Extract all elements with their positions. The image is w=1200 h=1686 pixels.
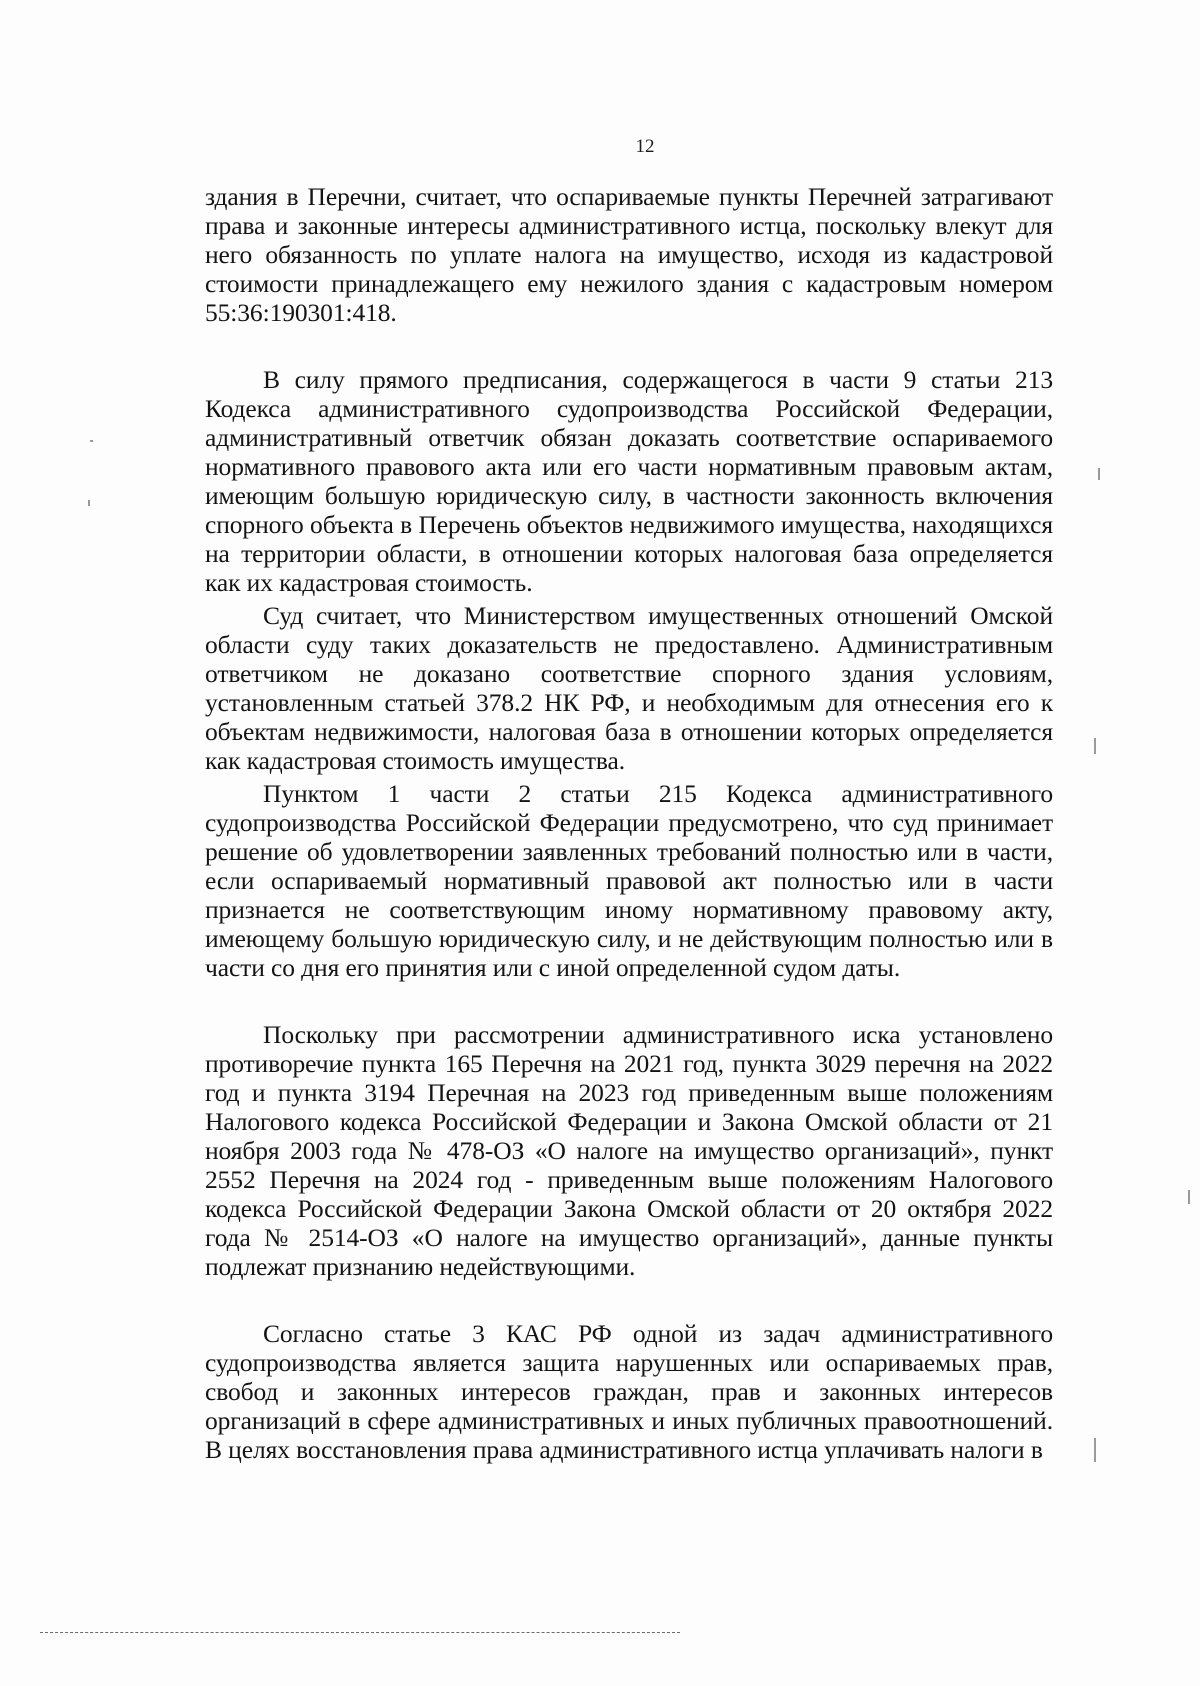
paragraph-3: Суд считает, что Министерством имущественных отношений Омской области суду таких доказательств не предоставлено. Административным ответчиком не доказано соответствие спорного здания условиям, установленным статьей 378.2 НК РФ, и необходимым для отнесения его к объектам недвижимости, налоговая база в отношении которых определяется как кадастровая стоимость имущества. bbox=[205, 601, 1053, 775]
scan-speck bbox=[1094, 738, 1096, 754]
scan-speck bbox=[1094, 1438, 1096, 1462]
scan-speck bbox=[1098, 468, 1100, 480]
scan-speck bbox=[1188, 1190, 1190, 1204]
scan-speck bbox=[90, 440, 93, 442]
scan-bottom-line bbox=[40, 1632, 680, 1633]
paragraph-6: Согласно статье 3 КАС РФ одной из задач административного судопроизводства является защита нарушенных или оспариваемых прав, свобод и законных интересов граждан, прав и законных интересов организаций в сфере административных и иных публичных правоотношений. В целях восстановления права административного истца уплачивать налоги в bbox=[205, 1319, 1053, 1464]
document-body bbox=[205, 182, 1053, 1464]
page-number: 12 bbox=[635, 136, 655, 157]
paragraph-1: здания в Перечни, считает, что оспариваемые пункты Перечней затрагивают права и законные интересы административного истца, поскольку влекут для него обязанность по уплате налога на имущество, исходя из кадастровой стоимости принадлежащего ему нежилого здания с кадастровым номером 55:36:190301:418. bbox=[205, 182, 1053, 327]
paragraph-4: Пунктом 1 части 2 статьи 215 Кодекса административного судопроизводства Российской Федерации предусмотрено, что суд принимает решение об удовлетворении заявленных требований полностью или в части, если оспариваемый нормативный правовой акт полностью или в части признается не соответствующим иному нормативному правовому акту, имеющему большую юридическую силу, и не действующим полностью или в части со дня его принятия или с иной определенной судом даты. bbox=[205, 779, 1053, 982]
scan-speck bbox=[88, 500, 90, 506]
paragraph-5: Поскольку при рассмотрении административного иска установлено противоречие пункта 165 Перечня на 2021 год, пункта 3029 перечня на 2022 год и пункта 3194 Перечная на 2023 год приведенным выше положениям Налогового кодекса Российской Федерации и Закона Омской области от 21 ноября 2003 года № 478-ОЗ «О налоге на имущество организаций», пункт 2552 Перечня на 2024 год - приведенным выше положениям Налогового кодекса Российской Федерации Закона Омской области от 20 октября 2022 года № 2514-ОЗ «О налоге на имущество организаций», данные пункты подлежат признанию недействующими. bbox=[205, 1020, 1053, 1281]
paragraph-2: В силу прямого предписания, содержащегося в части 9 статьи 213 Кодекса административного судопроизводства Российской Федерации, административный ответчик обязан доказать соответствие оспариваемого нормативного правового акта или его части нормативным правовым актам, имеющим большую юридическую силу, в частности законность включения спорного объекта в Перечень объектов недвижимого имущества, находящихся на территории области, в отношении которых налоговая база определяется как их кадастровая стоимость. bbox=[205, 365, 1053, 597]
